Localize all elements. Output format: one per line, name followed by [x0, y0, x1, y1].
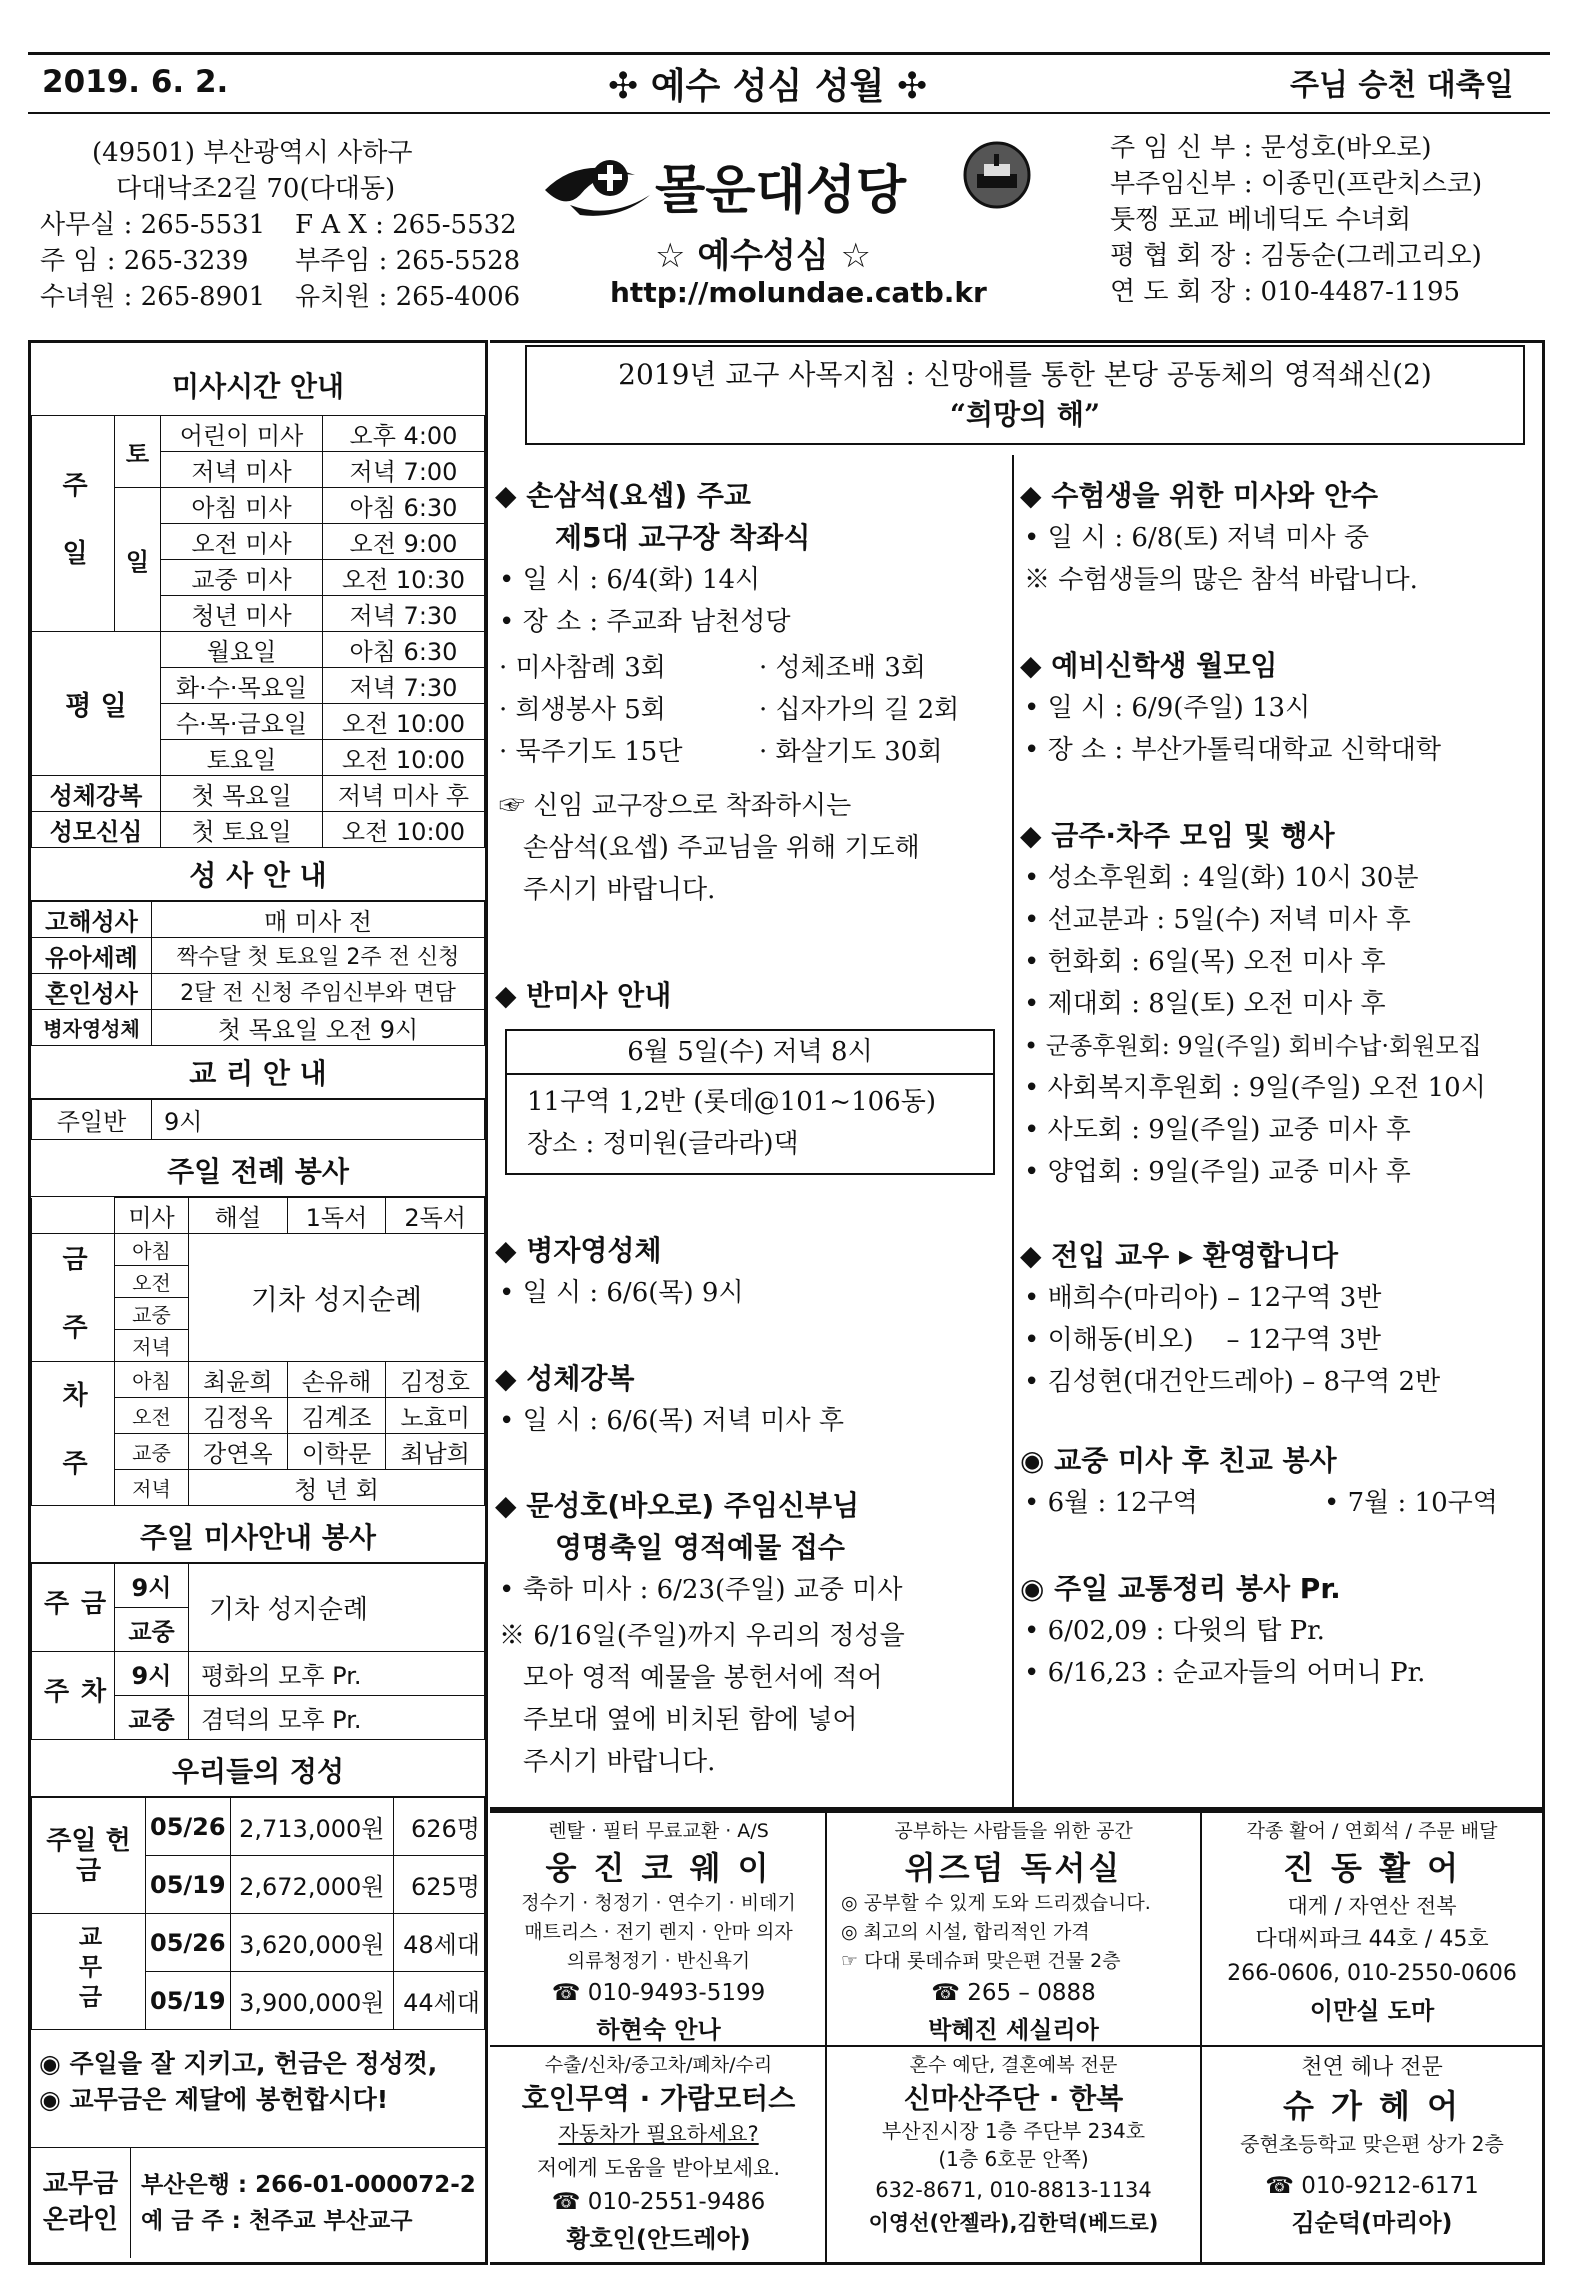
mass-slot: 9시 — [115, 1564, 189, 1608]
ad-name: 신마산주단 · 한복 — [903, 2082, 1124, 2115]
devotion-time: 오전 10:00 — [323, 812, 485, 848]
mass-slot: 아침 — [115, 1234, 189, 1266]
ad-contact: 황호인(안드레아) — [566, 2225, 751, 2253]
offering-notice — [31, 2030, 485, 2148]
header-rule-bottom — [28, 112, 1550, 114]
catechism-time: 9시 — [152, 1100, 485, 1140]
weekday-name: 화·수·목요일 — [161, 668, 323, 704]
liturgy-service-table — [31, 1197, 485, 1506]
offering-title: 우리들의 정성 — [31, 1744, 485, 1797]
ad-sugarhair: 천연 헤나 전문 슈 가 헤 어 중현초등학교 맞은편 상가 2층 ☎ 010-9212-6171 김순덕(마리아) — [1202, 2050, 1542, 2238]
col-header: 미사 — [115, 1198, 189, 1234]
server-name: 노효미 — [386, 1398, 485, 1434]
ad-sinmasan: 혼수 예단, 결혼예복 전문 신마산주단 · 한복 부산진시장 1층 주단부 234호 (1층 6호문 안쪽) 632-8671, 010-8813-1134 이영선(안젤라),김한덕(베드로) — [827, 2050, 1200, 2237]
offering-amount: 2,713,000원 — [230, 1798, 393, 1856]
offering-count: 626명 — [394, 1798, 485, 1856]
meeting-item: • 사도회 : 9일(주일) 교중 미사 후 — [1024, 1115, 1411, 1145]
seminarian-meeting — [1020, 645, 1540, 771]
column-divider — [1012, 455, 1014, 1810]
sacraments-table — [31, 901, 485, 1046]
col-header: 1독서 — [287, 1198, 386, 1234]
mass-time: 아침 6:30 — [323, 488, 485, 524]
mass-slot: 교중 — [115, 1696, 189, 1740]
ad-divider — [490, 2045, 1545, 2047]
mass-slot: 오전 — [115, 1266, 189, 1298]
ad-contact: 하현숙 안나 — [596, 2016, 721, 2044]
catechism-class: 주일반 — [32, 1100, 152, 1140]
weekday-time: 오전 10:00 — [323, 704, 485, 740]
parish-motto: ☆ 예수성심 ☆ — [655, 236, 872, 276]
mass-slot: 9시 — [115, 1652, 189, 1696]
catechism-title: 교 리 안 내 — [31, 1046, 485, 1099]
ad-name: 위즈덤 독서실 — [904, 1849, 1123, 1887]
offering-date: 05/19 — [146, 1856, 231, 1914]
notice-date: • 일 시 : 6/4(화) 14시 — [499, 565, 761, 595]
catechism-table — [31, 1099, 485, 1140]
notice-date: • 축하 미사 : 6/23(주일) 교중 미사 — [499, 1575, 903, 1605]
server-name: 김정호 — [386, 1362, 485, 1398]
notice-heading: ◉ 교중 미사 후 친교 봉사 — [1020, 1444, 1337, 1477]
offering-amount: 2,672,000원 — [230, 1856, 393, 1914]
mass-name: 오전 미사 — [161, 524, 323, 560]
weekday-time: 아침 6:30 — [323, 632, 485, 668]
fellowship-rota: • 6월 : 12구역 • 7월 : 10구역 — [1024, 1488, 1498, 1518]
devotion-label: 성체강복 — [32, 776, 161, 812]
staff-line: 툿찡 포교 베네딕도 수녀회 — [1110, 205, 1412, 235]
ad-phone: ☎ 265 – 0888 — [931, 1980, 1096, 2006]
weekday-label: 평 일 — [32, 632, 161, 776]
staff-line: 연 도 회 장 : 010-4487-1195 — [1110, 277, 1461, 307]
notice-heading: ◆ 병자영성체 — [495, 1234, 662, 1267]
notice-subheading: 영명축일 영적예물 접수 — [555, 1531, 845, 1564]
staff-line: 주 임 신 부 : 문성호(바오로) — [1110, 133, 1432, 163]
this-week-note: 기차 성지순례 — [189, 1234, 485, 1362]
online-giving — [31, 2148, 485, 2258]
notice-subheading: 제5대 교구장 착좌식 — [555, 521, 811, 554]
meeting-item: • 선교분과 : 5일(수) 저녁 미사 후 — [1024, 905, 1411, 935]
offering-note: ◉ 교무금은 제달에 봉헌합시다! — [39, 2085, 389, 2114]
sacrament-info: 2달 전 신청 주임신부와 면담 — [152, 974, 485, 1010]
server-name: 김정옥 — [189, 1398, 288, 1434]
address-line1: (49501) 부산광역시 사하구 — [92, 138, 413, 168]
mass-name: 어린이 미사 — [161, 416, 323, 452]
traffic-item: • 6/02,09 : 다윗의 탑 Pr. — [1024, 1616, 1325, 1646]
ad-caption: 혼수 예단, 결혼예복 전문 — [909, 2054, 1118, 2076]
ad-coway: 렌탈 · 필터 무료교환 · A/S 웅 진 코 웨 이 정수기 · 청정기 · 연수기 · 비데기 매트리스 · 전기 렌지 · 안마 의자 의류청정기 · 반신욕기 ☎ 010-9493-5199 하현숙 안나 — [492, 1816, 825, 2045]
sacrament-info: 매 미사 전 — [152, 902, 485, 938]
traffic-item: • 6/16,23 : 순교자들의 어머니 Pr. — [1024, 1658, 1426, 1688]
sacrament-name: 유아세례 — [32, 938, 152, 974]
account-holder: 예 금 주 : 천주교 부산교구 — [141, 2208, 413, 2234]
saturday-label: 토 — [115, 416, 161, 488]
sacrament-name: 혼인성사 — [32, 974, 152, 1010]
devotion-day: 첫 목요일 — [161, 776, 323, 812]
bank-info — [131, 2167, 476, 2239]
ad-caption: 각종 활어 / 연회석 / 주문 배달 — [1246, 1820, 1498, 1842]
phone-row: 주 임 : 265-3239 부주임 : 265-5528 — [40, 246, 521, 276]
sacraments-title: 성 사 안 내 — [31, 848, 485, 901]
liturgical-feast: 주님 승천 대축일 — [1290, 68, 1514, 103]
newcomer-item: • 배희수(마리아) – 12구역 3반 — [1024, 1283, 1382, 1313]
spiritual-bouquet: · 미사참례 3회 · 성체조배 3회 · 희생봉사 5회 · 십자가의 길 2회 · 묵주기도 15단 · 화살기도 30회 — [499, 653, 960, 767]
mass-slot: 교중 — [115, 1608, 189, 1652]
address-line2: 다대낙조2길 70(다대동) — [116, 174, 396, 204]
ad-phone: ☎ 010-9493-5199 — [551, 1980, 766, 2006]
notice-note: ※ 수험생들의 많은 참석 바랍니다. — [1024, 565, 1418, 595]
pastor-feast — [495, 1485, 1005, 1783]
meeting-item: • 제대회 : 8일(토) 오전 미사 후 — [1024, 989, 1386, 1019]
sunday-day-label: 일 — [115, 488, 161, 632]
banner-line: 2019년 교구 사목지침 : 신망애를 통한 본당 공동체의 영적쇄신(2) — [618, 358, 1432, 391]
ad-caption: 렌탈 · 필터 무료교환 · A/S — [548, 1820, 769, 1842]
bishop-installation — [495, 475, 1005, 911]
bank-account: 부산은행 : 266-01-000072-2 — [141, 2172, 476, 2198]
ad-caption: 공부하는 사람들을 위한 공간 — [894, 1820, 1133, 1842]
left-column — [28, 340, 488, 2265]
phone-row: 사무실 : 265-5531 F A X : 265-5532 — [40, 210, 517, 240]
notice-heading: ◆ 수험생을 위한 미사와 안수 — [1020, 479, 1379, 512]
sunday-offering-label: 주일 헌금 — [32, 1798, 146, 1914]
ad-name: 호인무역 · 가람모터스 — [521, 2082, 796, 2115]
ad-phone: ☎ 010-9212-6171 — [1265, 2173, 1479, 2199]
sacrament-info: 짝수달 첫 토요일 2주 전 신청 — [152, 938, 485, 974]
mass-schedule-table — [31, 415, 485, 848]
notice-heading: ◆ 전입 교우 ▸ 환영합니다 — [1020, 1239, 1339, 1272]
server-name: 최남희 — [386, 1434, 485, 1470]
ban-mass-box — [505, 1029, 995, 1175]
mass-slot: 아침 — [115, 1362, 189, 1398]
bulletin-date: 2019. 6. 2. — [42, 64, 229, 100]
newcomer-item: • 김성현(대건안드레아) – 8구역 2반 — [1024, 1367, 1441, 1397]
mass-name: 청년 미사 — [161, 596, 323, 632]
notice-place: • 장 소 : 부산가톨릭대학교 신학대학 — [1024, 735, 1442, 765]
feast-note: ※ 6/16일(주일)까지 우리의 정성을 모아 영적 예물을 봉헌서에 적어 주보대 옆에 비치된 함에 넣어 주시기 바랍니다. — [499, 1621, 905, 1777]
parish-due-label: 교무금 — [32, 1914, 146, 2030]
mass-slot: 교중 — [115, 1298, 189, 1330]
ad-contact: 박혜진 세실리아 — [928, 2016, 1099, 2044]
col-header: 해설 — [189, 1198, 288, 1234]
sick-communion — [495, 1230, 1005, 1314]
online-label: 교무금 온라인 — [31, 2148, 131, 2258]
mass-time: 저녁 7:30 — [323, 596, 485, 632]
offering-date: 05/26 — [146, 1798, 231, 1856]
weekday-time: 오전 10:00 — [323, 740, 485, 776]
parish-logo-icon — [540, 150, 660, 220]
sacrament-name: 고해성사 — [32, 902, 152, 938]
notice-heading: ◆ 손삼석(요셉) 주교 — [495, 479, 751, 512]
server-name: 손유해 — [287, 1362, 386, 1398]
ad-hoin: 수출/신차/중고차/폐차/수리 호인무역 · 가람모터스 자동차가 필요하세요? 저에게 도움을 받아보세요. ☎ 010-2551-9486 황호인(안드레아) — [492, 2050, 825, 2254]
mass-time: 오전 9:00 — [323, 524, 485, 560]
weekday-name: 월요일 — [161, 632, 323, 668]
this-week-label: 금 주 — [32, 1564, 115, 1652]
server-name: 강연옥 — [189, 1434, 288, 1470]
exam-mass — [1020, 475, 1540, 601]
offering-date: 05/19 — [146, 1972, 231, 2030]
ad-contact: 이영선(안젤라),김한덕(베드로) — [868, 2211, 1159, 2235]
mass-time: 오전 10:30 — [323, 560, 485, 596]
ad-jindong: 각종 활어 / 연회석 / 주문 배달 진 동 활 어 대게 / 자연산 전복 다대씨파크 44호 / 45호 266-0606, 010-2550-0606 이만실 도마 — [1202, 1816, 1542, 2026]
devotion-day: 첫 토요일 — [161, 812, 323, 848]
next-week-label: 차 주 — [32, 1652, 115, 1740]
notice-heading: ◆ 문성호(바오로) 주임신부님 — [495, 1489, 860, 1522]
offering-count: 625명 — [394, 1856, 485, 1914]
notice-heading: ◆ 성체강복 — [495, 1362, 635, 1395]
meeting-item: • 성소후원회 : 4일(화) 10시 30분 — [1024, 863, 1419, 893]
this-week-label: 금 주 — [32, 1234, 115, 1362]
sacrament-name: 병자영성체 — [32, 1010, 152, 1046]
mass-times-title: 미사시간 안내 — [171, 370, 345, 403]
offering-note: ◉ 주일을 잘 지키고, 헌금은 정성껏, — [39, 2049, 438, 2078]
notice-date: • 일 시 : 6/9(주일) 13시 — [1024, 693, 1311, 723]
sacrament-info: 첫 목요일 오전 9시 — [152, 1010, 485, 1046]
ad-contact: 이만실 도마 — [1309, 1997, 1435, 2025]
guide-group: 평화의 모후 Pr. — [189, 1652, 485, 1696]
ad-caption: 천연 헤나 전문 — [1301, 2055, 1443, 2080]
ad-phone: 266-0606, 010-2550-0606 — [1227, 1961, 1517, 1986]
weekday-name: 토요일 — [161, 740, 323, 776]
guide-service-title: 주일 미사안내 봉사 — [31, 1510, 485, 1563]
fellowship-service — [1020, 1440, 1540, 1524]
notice-heading: ◆ 금주·차주 모임 및 행사 — [1020, 819, 1335, 852]
new-parishioners — [1020, 1235, 1540, 1403]
ban-mass-date: 6월 5일(수) 저녁 8시 — [507, 1031, 993, 1075]
mass-slot: 오전 — [115, 1398, 189, 1434]
liturgy-service-title: 주일 전례 봉사 — [31, 1144, 485, 1197]
pastoral-banner — [525, 345, 1525, 445]
offering-amount: 3,900,000원 — [230, 1972, 393, 2030]
this-week-note: 기차 성지순례 — [189, 1564, 485, 1652]
notice-place: • 장 소 : 주교좌 남천성당 — [499, 607, 791, 637]
ban-mass — [495, 975, 1005, 1175]
header-rule-top — [28, 52, 1550, 55]
ad-caption: 수출/신차/중고차/폐차/수리 — [544, 2054, 773, 2076]
offering-households: 44세대 — [394, 1972, 485, 2030]
col-header: 2독서 — [386, 1198, 485, 1234]
offering-households: 48세대 — [394, 1914, 485, 1972]
ban-mass-details: 11구역 1,2반 (롯데@101~106동) 장소 : 정미원(글라라)댁 — [527, 1087, 936, 1159]
notice-date: • 일 시 : 6/8(토) 저녁 미사 중 — [1024, 523, 1370, 553]
notice-heading: ◆ 반미사 안내 — [495, 979, 672, 1012]
mass-slot: 저녁 — [115, 1470, 189, 1506]
notice-date: • 일 시 : 6/6(목) 저녁 미사 후 — [499, 1406, 845, 1436]
guide-group: 겸덕의 모후 Pr. — [189, 1696, 485, 1740]
mass-name: 교중 미사 — [161, 560, 323, 596]
notice-date: • 일 시 : 6/6(목) 9시 — [499, 1278, 744, 1308]
ad-name: 진 동 활 어 — [1282, 1849, 1462, 1887]
server-name: 최윤희 — [189, 1362, 288, 1398]
church-emblem-icon — [962, 140, 1032, 210]
staff-line: 평 협 회 장 : 김동순(그레고리오) — [1110, 241, 1482, 271]
ad-phone: 632-8671, 010-8813-1134 — [875, 2178, 1152, 2202]
meeting-item: • 양업회 : 9일(주일) 교중 미사 후 — [1024, 1157, 1411, 1187]
ad-phone: ☎ 010-2551-9486 — [551, 2189, 766, 2215]
sunday-label: 주 일 — [32, 416, 115, 632]
parish-contact — [40, 135, 520, 315]
offering-amount: 3,620,000원 — [230, 1914, 393, 1972]
weekday-time: 저녁 7:30 — [323, 668, 485, 704]
prayer-request: ☞ 신임 교구장으로 착좌하시는 손삼석(요셉) 주교님을 위해 기도해 주시기 바랍니다. — [499, 791, 920, 905]
server-name: 김계조 — [287, 1398, 386, 1434]
mass-name: 저녁 미사 — [161, 452, 323, 488]
mass-time: 오후 4:00 — [323, 416, 485, 452]
ad-name: 웅 진 코 웨 이 — [545, 1849, 772, 1887]
parish-name: 몰운대성당 — [655, 161, 907, 221]
notice-heading: ◆ 예비신학생 월모임 — [1020, 649, 1278, 682]
weekly-meetings — [1020, 815, 1550, 1193]
next-week-label: 차 주 — [32, 1362, 115, 1506]
phone-row: 수녀원 : 265-8901 유치원 : 265-4006 — [40, 282, 521, 312]
parish-staff — [1110, 130, 1482, 310]
evening-group: 청 년 회 — [189, 1470, 485, 1506]
mass-slot: 교중 — [115, 1434, 189, 1470]
parish-website-link[interactable]: http://molundae.catb.kr — [610, 276, 987, 309]
notice-heading: ◉ 주일 교통정리 봉사 Pr. — [1020, 1572, 1341, 1605]
meeting-item: • 사회복지후원회 : 9일(주일) 오전 10시 — [1024, 1073, 1486, 1103]
benediction — [495, 1358, 1005, 1442]
traffic-service — [1020, 1568, 1540, 1694]
offering-table — [31, 1797, 485, 2030]
newcomer-item: • 이해동(비오) – 12구역 3반 — [1024, 1325, 1382, 1355]
ad-wisdom: 공부하는 사람들을 위한 공간 위즈덤 독서실 ◎ 공부할 수 있게 도와 드리겠습니다. ◎ 최고의 시설, 합리적인 가격 ☞ 다대 롯데슈퍼 맞은편 건물 2층 ☎ 265 – 0888 박혜진 세실리아 — [827, 1816, 1200, 2045]
devotion-time: 저녁 미사 후 — [323, 776, 485, 812]
offering-date: 05/26 — [146, 1914, 231, 1972]
mass-slot: 저녁 — [115, 1330, 189, 1362]
meeting-item: • 군종후원회: 9일(주일) 회비수납·회원모집 — [1024, 1032, 1482, 1060]
banner-slogan: “희망의 해” — [949, 398, 1101, 431]
weekday-name: 수·목·금요일 — [161, 704, 323, 740]
staff-line: 부주임신부 : 이종민(프란치스코) — [1110, 169, 1483, 199]
devotion-label: 성모신심 — [32, 812, 161, 848]
bulletin-theme: ✣ 예수 성심 성월 ✣ — [608, 66, 928, 107]
ad-contact: 김순덕(마리아) — [1291, 2209, 1453, 2237]
mass-time: 저녁 7:00 — [323, 452, 485, 488]
server-name: 이학문 — [287, 1434, 386, 1470]
guide-service-table — [31, 1563, 485, 1740]
mass-name: 아침 미사 — [161, 488, 323, 524]
ad-name: 슈 가 헤 어 — [1282, 2087, 1462, 2125]
meeting-item: • 헌화회 : 6일(목) 오전 미사 후 — [1024, 947, 1386, 977]
